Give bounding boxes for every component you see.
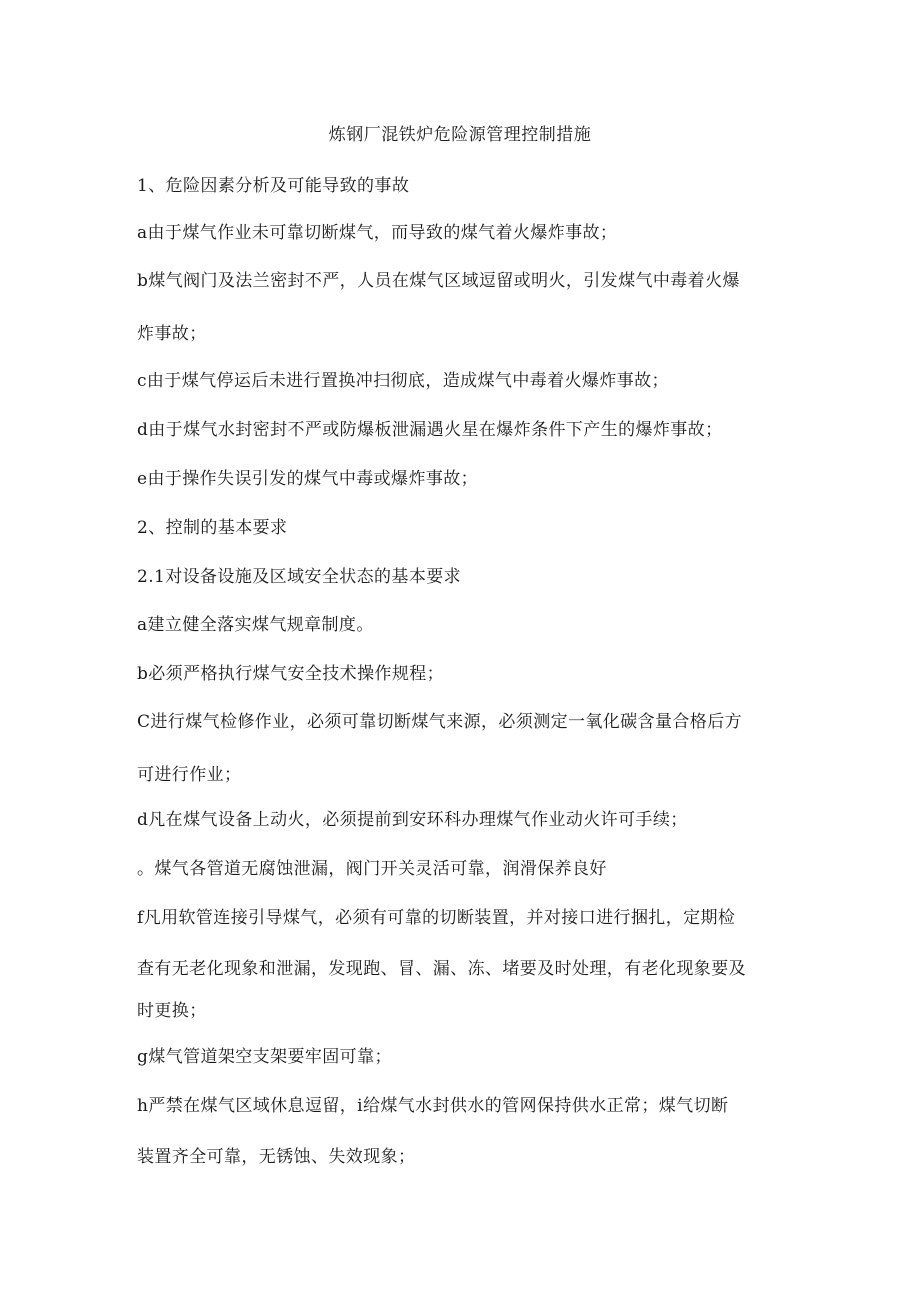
list-item-a <box>137 219 787 247</box>
requirement-item-a <box>137 611 787 639</box>
requirement-item-b <box>137 660 787 688</box>
text-line: f凡用软管连接引导煤气，必须有可靠的切断装置，并对接口进行捆扎，定期检 <box>137 908 736 928</box>
requirement-item-f <box>137 904 787 1025</box>
text-line: b必须严格执行煤气安全技术操作规程； <box>137 664 445 684</box>
requirement-item-g <box>137 1043 787 1071</box>
text-line: d由于煤气水封密封不严或防爆板泄漏遇火星在爆炸条件下产生的爆炸事故； <box>137 420 723 440</box>
requirement-item-e <box>137 855 787 883</box>
section-heading-1 <box>137 172 787 200</box>
requirement-item-h <box>137 1092 787 1171</box>
text-line: 2.1对设备设施及区域安全状态的基本要求 <box>137 567 462 587</box>
text-line: b煤气阀门及法兰密封不严，人员在煤气区域逗留或明火，引发煤气中毒着火爆 <box>137 271 740 291</box>
text-line: g煤气管道架空支架要牢固可靠； <box>137 1047 392 1067</box>
section-heading-2 <box>137 514 787 542</box>
text-line: 装置齐全可靠，无锈蚀、失效现象； <box>137 1147 416 1167</box>
document-title: 炼钢厂混铁炉危险源管理控制措施 <box>328 125 592 145</box>
subsection-heading-2-1 <box>137 563 787 591</box>
text-line: 查有无老化现象和泄漏，发现跑、冒、漏、冻、堵要及时处理，有老化现象要及 <box>137 959 746 979</box>
text-line: 2、控制的基本要求 <box>137 518 288 538</box>
text-line: a由于煤气作业未可靠切断煤气，而导致的煤气着火爆炸事故； <box>137 223 618 243</box>
text-line: h严禁在煤气区域休息逗留，i给煤气水封供水的管网保持供水正常；煤气切断 <box>137 1096 729 1116</box>
list-item-e <box>137 465 787 493</box>
text-line: e由于操作失误引发的煤气中毒或爆炸事故； <box>137 469 479 489</box>
text-line: C进行煤气检修作业，必须可靠切断煤气来源，必须测定一氧化碳含量合格后方 <box>137 712 743 732</box>
list-item-c <box>137 367 787 395</box>
list-item-b <box>137 267 787 348</box>
requirement-item-c <box>137 708 787 789</box>
text-line: c由于煤气停运后未进行置换冲扫彻底，造成煤气中毒着火爆炸事故； <box>137 371 669 391</box>
requirement-item-d <box>137 806 787 834</box>
text-line: 1、危险因素分析及可能导致的事故 <box>137 176 410 196</box>
text-line: d凡在煤气设备上动火，必须提前到安环科办理煤气作业动火许可手续； <box>137 810 688 830</box>
text-line: 时更换； <box>137 1001 207 1021</box>
text-line: a建立健全落实煤气规章制度。 <box>137 615 374 635</box>
list-item-d <box>137 416 787 444</box>
text-line: 炸事故； <box>137 324 207 344</box>
text-line: 。煤气各管道无腐蚀泄漏，阀门开关灵活可靠，润滑保养良好 <box>137 859 607 879</box>
text-line: 可进行作业； <box>137 765 242 785</box>
